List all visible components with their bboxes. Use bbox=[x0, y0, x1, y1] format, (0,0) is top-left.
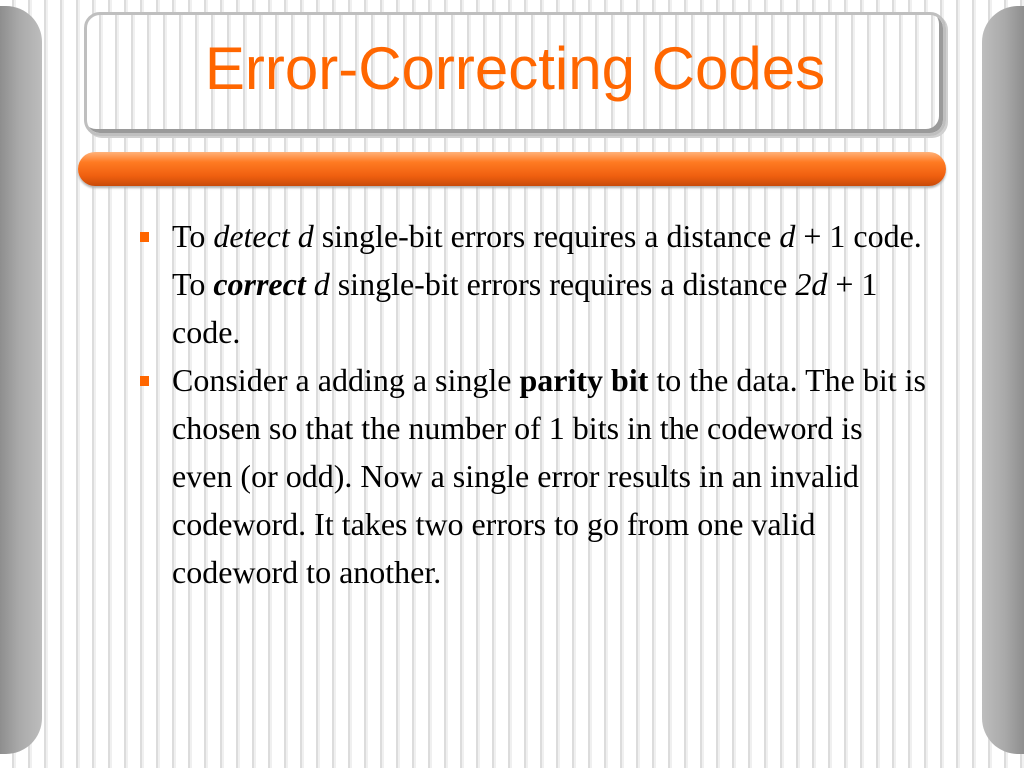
bullet-1-run-4: + 1 code. To bbox=[172, 218, 922, 302]
bullet-item-2 bbox=[140, 356, 930, 596]
bullet-1-run-3: d bbox=[779, 218, 796, 254]
bullet-2-run-1: parity bit bbox=[519, 362, 649, 398]
bullet-item-1 bbox=[140, 212, 930, 356]
bullet-1-run-9: 2d bbox=[795, 266, 828, 302]
bullet-text-1 bbox=[172, 212, 930, 356]
bullet-1-run-1: detect d bbox=[213, 218, 314, 254]
bullet-1-run-10: + 1 code. bbox=[172, 266, 878, 350]
title-underline-bar bbox=[78, 152, 946, 186]
bullet-1-run-8: single-bit errors requires a distance bbox=[329, 266, 796, 302]
square-bullet-icon bbox=[140, 376, 149, 386]
left-decorative-bar bbox=[0, 6, 42, 754]
slide-title: Error-Correcting Codes bbox=[204, 35, 826, 102]
slide-body bbox=[140, 212, 930, 596]
bullet-1-run-7: d bbox=[313, 266, 330, 302]
right-decorative-bar bbox=[982, 6, 1024, 754]
bullet-2-run-0: Consider a adding a single bbox=[172, 362, 520, 398]
square-bullet-icon bbox=[140, 232, 149, 242]
bullet-1-run-6 bbox=[306, 266, 314, 302]
bullet-2-run-2: to the data. The bit is chosen so that the number of 1 bits in the codeword is even (or odd). Now a single error results in an invalid codeword. It takes two errors to go from one valid codeword to another. bbox=[172, 362, 926, 590]
bullet-1-run-5: correct bbox=[213, 266, 306, 302]
bullet-1-run-2: single-bit errors requires a distance bbox=[313, 218, 780, 254]
title-box bbox=[84, 12, 946, 136]
bullet-text-2 bbox=[172, 356, 930, 596]
bullet-1-run-0: To bbox=[172, 218, 214, 254]
